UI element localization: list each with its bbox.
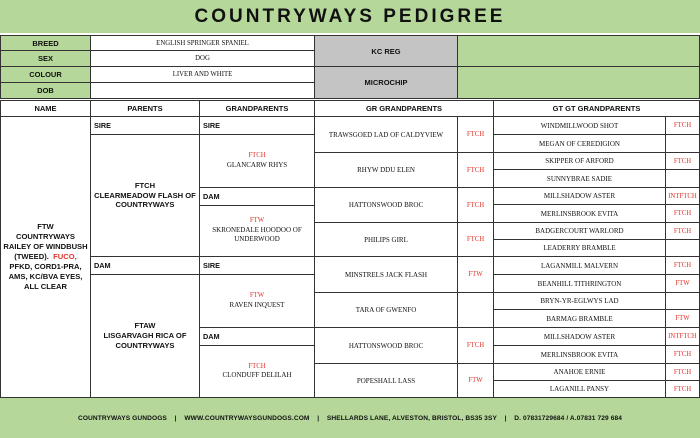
gt-gt-grandparent-11-title — [665, 292, 700, 310]
gt-gt-grandparent-13-name: MILLSHADOW ASTER — [493, 327, 666, 346]
sire-name-line2: COUNTRYWAYS — [115, 200, 175, 210]
gt-gt-grandparent-1-title: FTCH — [665, 116, 700, 135]
gt-gt-grandparent-2-name: MEGAN OF CEREDIGION — [493, 134, 666, 153]
grandparent-cell-3 — [199, 274, 315, 328]
gr-grandparent-7-name: HATTONSWOOD BROC — [314, 327, 458, 364]
grandparent-3-title: FTW — [249, 292, 265, 300]
gr-grandparent-8-title: FTW — [457, 363, 494, 398]
gr-grandparent-4-title: FTCH — [457, 222, 494, 257]
grandparent-1-title: FTCH — [248, 152, 266, 160]
dam-cell — [90, 274, 200, 398]
gt-gt-grandparent-3-name: SKIPPER OF ARFORD — [493, 152, 666, 170]
gr-grandparent-6-name: TARA OF GWENFO — [314, 292, 458, 328]
dog-name-line3-health — [14, 252, 76, 262]
gr-grandparent-5-title: FTW — [457, 256, 494, 293]
gt-gt-grandparent-3-title: FTCH — [665, 152, 700, 170]
gt-gt-grandparent-10-name: BEANHILL TITHRINGTON — [493, 274, 666, 293]
microchip-label: MICROCHIP — [314, 66, 458, 99]
colour-label: COLOUR — [0, 66, 91, 83]
gr-grandparent-2-name: RHYW DDU ELEN — [314, 152, 458, 188]
dog-title: FTW — [37, 222, 54, 232]
gt-gt-grandparent-8-title — [665, 239, 700, 257]
gr-grandparent-2-title: FTCH — [457, 152, 494, 188]
grandparent-cell-1 — [199, 134, 315, 188]
gt-gt-grandparent-13-title: INTFTCH — [665, 327, 700, 346]
gp-dam-label-1: DAM — [199, 187, 315, 206]
gt-gt-grandparent-6-name: MERLINSBROOK EVITA — [493, 204, 666, 223]
gr-grandparent-7-title: FTCH — [457, 327, 494, 364]
breed-value: ENGLISH SPRINGER SPANIEL — [90, 35, 315, 51]
gt-gt-grandparent-4-name: SUNNYBRAE SADIE — [493, 169, 666, 188]
gp-dam-label-2: DAM — [199, 327, 315, 346]
gt-gt-grandparent-14-name: MERLINSBROOK EVITA — [493, 345, 666, 364]
dog-name-line3: (TWEED). — [14, 252, 49, 262]
gr-grandparent-5-name: MINSTRELS JACK FLASH — [314, 256, 458, 293]
gt-gt-grandparent-15-title: FTCH — [665, 363, 700, 381]
sex-value: DOG — [90, 50, 315, 67]
dog-cell — [0, 116, 91, 398]
header-grandparents: GRANDPARENTS — [199, 100, 315, 117]
dam-name-line1: LISGARVAGH RICA OF — [103, 331, 187, 341]
dam-name-line2: COUNTRYWAYS — [115, 340, 175, 350]
kc-reg-label: KC REG — [314, 35, 458, 67]
breed-label: BREED — [0, 35, 91, 51]
gt-gt-grandparent-7-name: BADGERCOURT WARLORD — [493, 222, 666, 240]
dam-title: FTAW — [134, 321, 156, 331]
page-title: COUNTRYWAYS PEDIGREE — [0, 0, 700, 33]
sex-label: SEX — [0, 50, 91, 67]
dog-health-3: AMS, KC/BVA EYES, — [8, 271, 83, 281]
gr-grandparent-1-title: FTCH — [457, 116, 494, 153]
header-gt-gt-grandparents: GT GT GRANDPARENTS — [493, 100, 700, 117]
gp-sire-label-1: SIRE — [199, 116, 315, 135]
gr-grandparent-3-name: HATTONSWOOD BROC — [314, 187, 458, 223]
grandparent-4-name: CLONDUFF DELILAH — [222, 371, 292, 380]
grandparent-2-name-line1: SKRONEDALE HOODOO OF — [212, 226, 302, 235]
gt-gt-grandparent-4-title — [665, 169, 700, 188]
gt-gt-grandparent-8-name: LEADERRY BRAMBLE — [493, 239, 666, 257]
gt-gt-grandparent-12-name: BARMAG BRAMBLE — [493, 309, 666, 328]
gt-gt-grandparent-16-title: FTCH — [665, 380, 700, 398]
header-name: NAME — [0, 100, 91, 117]
grandparent-cell-2 — [199, 205, 315, 257]
sire-name-line1: CLEARMEADOW FLASH OF — [94, 190, 196, 200]
gp-sire-label-2: SIRE — [199, 256, 315, 275]
sire-title: FTCH — [134, 180, 156, 190]
sire-cell — [90, 134, 200, 257]
gt-gt-grandparent-14-title: FTCH — [665, 345, 700, 364]
dob-value[interactable] — [90, 82, 315, 99]
gt-gt-grandparent-12-title: FTW — [665, 309, 700, 328]
header-parents: PARENTS — [90, 100, 200, 117]
dam-label: DAM — [90, 256, 200, 275]
grandparent-2-title: FTW — [249, 217, 265, 225]
gt-gt-grandparent-10-title: FTW — [665, 274, 700, 293]
grandparent-2-name-line2: UNDERWOOD — [234, 235, 280, 244]
gt-gt-grandparent-15-name: ANAHOE ERNIE — [493, 363, 666, 381]
gr-grandparent-8-name: POPESHALL LASS — [314, 363, 458, 398]
microchip-value[interactable] — [457, 66, 700, 99]
dog-health-1: FUCO, — [53, 252, 77, 262]
gt-gt-grandparent-9-name: LAGANMILL MALVERN — [493, 256, 666, 275]
dog-name-line2: RAILEY OF WINDBUSH — [3, 242, 88, 252]
gt-gt-grandparent-16-name: LAGANILL PANSY — [493, 380, 666, 398]
gt-gt-grandparent-11-name: BRYN-YR-EGLWYS LAD — [493, 292, 666, 310]
header-gr-grandparents: GR GRANDPARENTS — [314, 100, 494, 117]
footer-contact — [0, 398, 700, 438]
colour-value: LIVER AND WHITE — [90, 66, 315, 83]
dog-name-line1: COUNTRYWAYS — [16, 232, 75, 242]
sire-label: SIRE — [90, 116, 200, 135]
gt-gt-grandparent-7-title: FTCH — [665, 222, 700, 240]
gt-gt-grandparent-1-name: WINDMILLWOOD SHOT — [493, 116, 666, 135]
gr-grandparent-3-title: FTCH — [457, 187, 494, 223]
grandparent-1-name: GLANCARW RHYS — [226, 160, 288, 169]
grandparent-4-title: FTCH — [248, 362, 266, 370]
dob-label: DOB — [0, 82, 91, 99]
grandparent-3-name: RAVEN INQUEST — [229, 300, 285, 309]
dog-health-4: ALL CLEAR — [24, 281, 67, 291]
gr-grandparent-4-name: PHILIPS GIRL — [314, 222, 458, 257]
gt-gt-grandparent-6-title: FTCH — [665, 204, 700, 223]
gr-grandparent-1-name: TRAWSGOED LAD OF CALDYVIEW — [314, 116, 458, 153]
footer-text: COUNTRYWAYS GUNDOGS | WWW.COUNTRYWAYSGUNDOGS.COM | SHELLARDS LANE, ALVESTON, BRISTOL, BS35 3SY | D. 07831729684 / A.07831 729 684 — [77, 414, 623, 422]
gt-gt-grandparent-2-title — [665, 134, 700, 153]
gt-gt-grandparent-5-name: MILLSHADOW ASTER — [493, 187, 666, 205]
gt-gt-grandparent-9-title: FTCH — [665, 256, 700, 275]
kc-reg-value[interactable] — [457, 35, 700, 67]
gr-grandparent-6-title — [457, 292, 494, 328]
grandparent-cell-4 — [199, 345, 315, 398]
dog-health-2: PFKD, CORD1-PRA, — [9, 261, 82, 271]
gt-gt-grandparent-5-title: INTFTCH — [665, 187, 700, 205]
